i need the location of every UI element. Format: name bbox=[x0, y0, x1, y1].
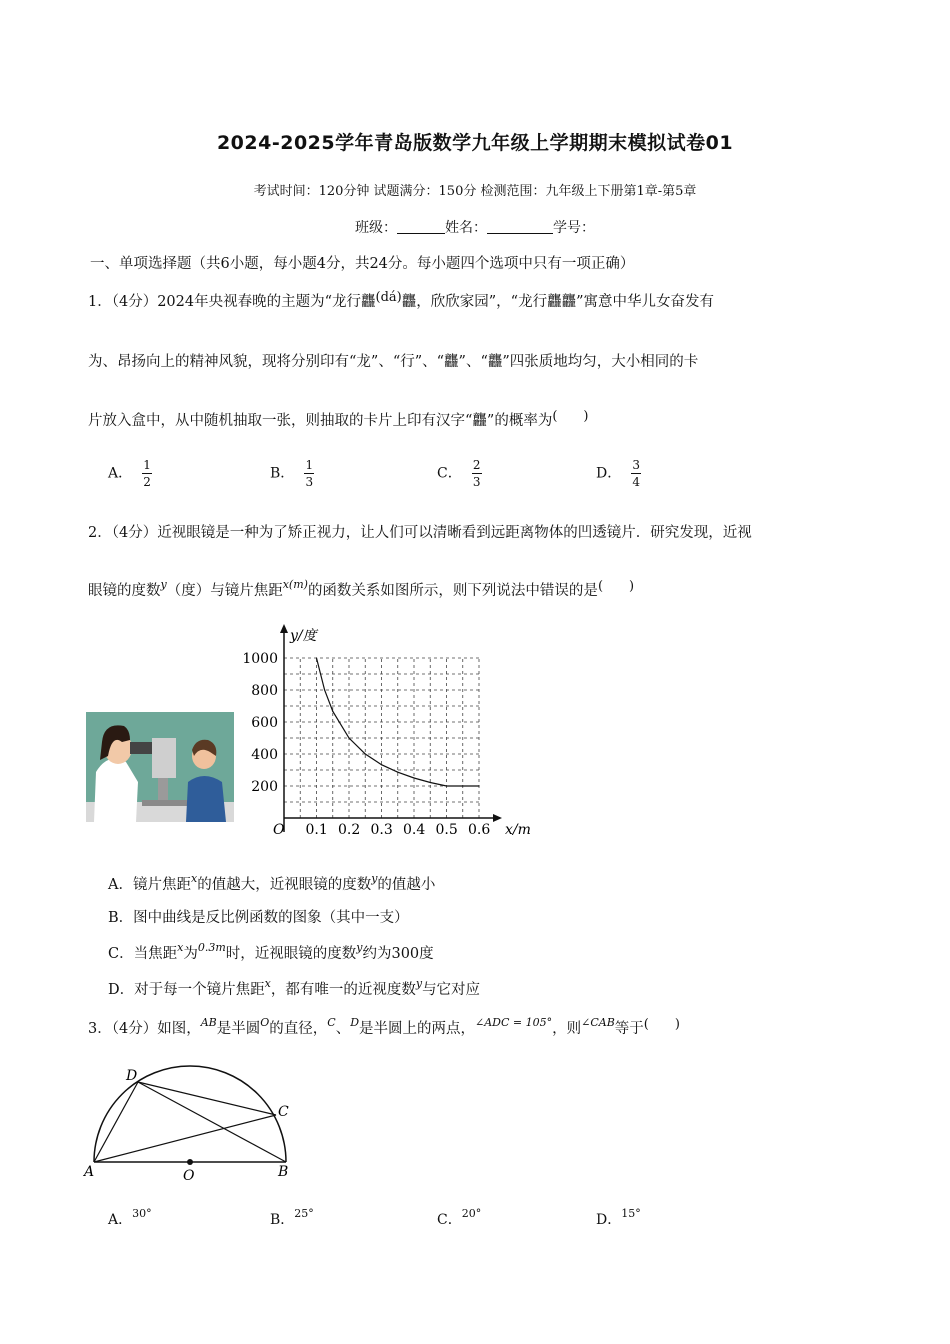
x-tick-label: 0.6 bbox=[468, 822, 491, 838]
data-point bbox=[430, 782, 431, 783]
data-point bbox=[348, 737, 349, 738]
y-tick-label: 800 bbox=[251, 683, 278, 699]
x-axis-label: x/m bbox=[505, 822, 531, 838]
q2-line2: 眼镜的度数$^y$（度）与镜片焦距$^{x(m)}$的函数关系如图所示，则下列说法中错误的是( ) bbox=[88, 578, 635, 599]
label-d: D bbox=[126, 1068, 138, 1084]
x-tick-label: 0.5 bbox=[435, 822, 458, 838]
exam-meta: 考试时间：120分钟 试题满分：150分 检测范围：九年级上下册第1章-第5章 bbox=[253, 184, 697, 199]
q2-line1: 2．（4分）近视眼镜是一种为了矫正视力，让人们可以清晰看到远距离物体的凹透镜片．研究发现，近视 bbox=[88, 525, 752, 541]
q1-option-b[interactable]: B． $\frac{1}{3}$ bbox=[270, 458, 314, 489]
segment-db bbox=[138, 1082, 286, 1162]
data-point bbox=[324, 689, 325, 690]
label-c: C bbox=[278, 1104, 289, 1120]
data-point bbox=[397, 772, 398, 773]
q1-option-a[interactable]: A． $\frac{1}{2}$ bbox=[108, 458, 151, 489]
semicircle-diagram bbox=[80, 1060, 300, 1185]
q3-option-a[interactable]: A．$^{30^\circ}$ bbox=[108, 1207, 152, 1228]
q2-option-a[interactable]: A．镜片焦距$^x$的值越大，近视眼镜的度数$^y$的值越小 bbox=[108, 872, 436, 893]
data-point bbox=[365, 753, 366, 754]
data-point bbox=[413, 777, 414, 778]
section-heading: 一、单项选择题（共6小题，每小题4分，共24分。每小题四个选项中只有一项正确） bbox=[90, 256, 635, 272]
q1-line1: 1．（4分）2024年央视春晚的主题为“龙行龘(dá)龘，欣欣家园”，“龙行龘龘”寓意中华儿女奋发有 bbox=[88, 290, 714, 310]
data-point bbox=[462, 785, 463, 786]
id-label: 学号： bbox=[553, 220, 595, 236]
semicircle-arc bbox=[94, 1066, 286, 1162]
origin-label: O bbox=[273, 822, 285, 838]
q3-option-b[interactable]: B．$^{25^\circ}$ bbox=[270, 1207, 314, 1228]
q1-option-c[interactable]: C． $\frac{2}{3}$ bbox=[437, 458, 481, 489]
y-axis-arrow bbox=[280, 624, 288, 633]
data-point bbox=[446, 785, 447, 786]
data-point bbox=[381, 764, 382, 765]
class-blank[interactable] bbox=[397, 219, 445, 234]
q1-line2: 为、昂扬向上的精神风貌，现将分别印有“龙”、“行”、“龘”、“龘”四张质地均匀，大小相同的卡 bbox=[88, 354, 699, 370]
name-blank[interactable] bbox=[487, 219, 553, 234]
focal-length-chart bbox=[240, 620, 550, 845]
y-tick-label: 1000 bbox=[242, 651, 278, 667]
data-point bbox=[316, 657, 317, 658]
x-tick-label: 0.1 bbox=[305, 822, 328, 838]
x-tick-label: 0.2 bbox=[338, 822, 361, 838]
q3-option-c[interactable]: C．$^{20^\circ}$ bbox=[437, 1207, 482, 1228]
y-tick-label: 600 bbox=[251, 715, 278, 731]
data-point bbox=[478, 785, 479, 786]
label-b: B bbox=[278, 1164, 289, 1180]
q1-line3: 片放入盒中，从中随机抽取一张，则抽取的卡片上印有汉字“龘”的概率为( ) bbox=[88, 409, 589, 429]
center-point bbox=[187, 1159, 193, 1165]
student-fields bbox=[0, 217, 950, 237]
label-a: A bbox=[84, 1164, 95, 1180]
eye-exam-photo bbox=[86, 712, 234, 822]
x-tick-label: 0.4 bbox=[403, 822, 426, 838]
q1-pinyin: dá bbox=[380, 290, 397, 305]
class-label: 班级： bbox=[355, 220, 397, 236]
q2-option-c[interactable]: C．当焦距$^x$为$^{0.3m}$时，近视眼镜的度数$^y$约为300度 bbox=[108, 941, 434, 962]
q2-option-d[interactable]: D．对于每一个镜片焦距$^x$，都有唯一的近视度数$^y$与它对应 bbox=[108, 977, 481, 998]
q2-option-b[interactable]: B．图中曲线是反比例函数的图象（其中一支） bbox=[108, 910, 409, 926]
chart-grid bbox=[284, 658, 479, 818]
data-point bbox=[332, 711, 333, 712]
q1-option-d[interactable]: D． $\frac{3}{4}$ bbox=[596, 458, 641, 489]
y-tick-label: 400 bbox=[251, 747, 278, 763]
q3-line1: 3．（4分）如图，$^{AB}$是半圆$^O$的直径，$^C$、$^D$是半圆上的两点，$^{\angle ADC = 105^\circ}$，则$^{\angle CAB}$等于( ) bbox=[88, 1016, 680, 1037]
segment-ac bbox=[94, 1115, 276, 1162]
y-tick-label: 200 bbox=[251, 779, 278, 795]
x-axis-arrow bbox=[493, 814, 502, 822]
x-tick-label: 0.3 bbox=[370, 822, 393, 838]
answer-paren: ( ) bbox=[552, 409, 589, 424]
segment-ad bbox=[94, 1082, 138, 1162]
page-title: 2024-2025学年青岛版数学九年级上学期期末模拟试卷01 bbox=[216, 132, 734, 154]
name-label: 姓名： bbox=[445, 220, 487, 236]
q3-option-d[interactable]: D．$^{15^\circ}$ bbox=[596, 1207, 641, 1228]
y-axis-label: y/度 bbox=[290, 628, 317, 644]
label-o: O bbox=[183, 1168, 195, 1184]
chart-ticks bbox=[242, 651, 490, 838]
segment-dc bbox=[138, 1082, 276, 1115]
